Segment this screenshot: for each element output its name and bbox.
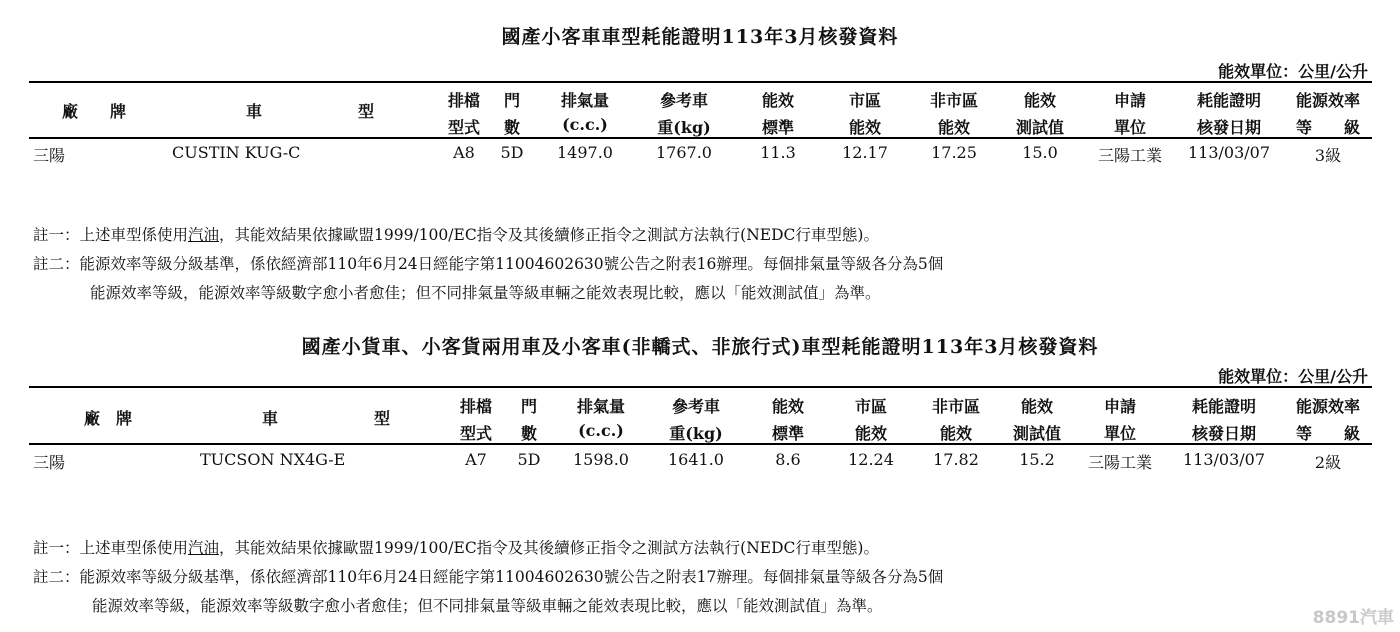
section-1-unit: 能效單位：公里/公升 xyxy=(1218,62,1368,81)
note-2-line-2: 能源效率等級，能源效率等級數字愈小者愈佳；但不同排氣量等級車輛之能效表現比較，應以「能效測試值」為準。 xyxy=(90,284,881,302)
cell-transmission: A8 xyxy=(453,143,475,162)
header-doors-2: 數 xyxy=(520,424,537,443)
header-grade-2: 等 級 xyxy=(1295,118,1360,137)
header-date-1: 耗能證明 xyxy=(1191,397,1256,416)
header-transmission-1: 排檔 xyxy=(447,91,480,110)
cell-city: 12.24 xyxy=(848,450,894,469)
header-highway-2: 能效 xyxy=(939,424,972,443)
header-weight-1: 參考車 xyxy=(671,397,720,416)
header-test-1: 能效 xyxy=(1020,397,1053,416)
header-weight-2: 重(kg) xyxy=(657,118,711,137)
header-city-1: 市區 xyxy=(854,397,887,416)
header-displacement-2: (c.c.) xyxy=(562,115,608,134)
header-city-2: 能效 xyxy=(848,118,881,137)
header-weight-2: 重(kg) xyxy=(669,424,723,443)
cell-weight: 1641.0 xyxy=(668,450,724,469)
header-displacement-1: 排氣量 xyxy=(576,397,625,416)
header-applicant-1: 申請 xyxy=(1103,397,1136,416)
header-applicant-2: 單位 xyxy=(1113,118,1146,137)
header-standard-2: 標準 xyxy=(771,424,804,443)
header-doors-1: 門 xyxy=(503,91,520,110)
header-date-2: 核發日期 xyxy=(1191,424,1256,443)
header-test-2: 測試值 xyxy=(1015,118,1064,137)
header-grade-1: 能源效率 xyxy=(1295,91,1360,110)
cell-highway: 17.25 xyxy=(931,143,977,162)
header-standard-1: 能效 xyxy=(761,91,794,110)
header-standard-2: 標準 xyxy=(761,118,794,137)
header-brand: 廠 牌 xyxy=(62,102,127,121)
cell-weight: 1767.0 xyxy=(656,143,712,162)
header-transmission-2: 型式 xyxy=(459,424,492,443)
cell-displacement: 1497.0 xyxy=(557,143,613,162)
note-1 xyxy=(33,536,879,558)
note-2-line-1: 註二：能源效率等級分級基準，係依經濟部110年6月24日經能字第11004602630號公告之附表17辦理。每個排氣量等級各分為5個 xyxy=(33,568,944,586)
header-weight-1: 參考車 xyxy=(659,91,708,110)
table-header-rule xyxy=(29,137,1372,139)
note-1-fuel: 汽油 xyxy=(188,226,220,244)
cell-applicant: 三陽工業 xyxy=(1097,146,1162,165)
header-doors-2: 數 xyxy=(503,118,520,137)
table-top-rule xyxy=(29,386,1372,388)
header-highway-2: 能效 xyxy=(937,118,970,137)
header-transmission-2: 型式 xyxy=(447,118,480,137)
table-top-rule xyxy=(29,81,1372,83)
cell-grade: 2級 xyxy=(1314,453,1342,472)
header-test-1: 能效 xyxy=(1023,91,1056,110)
cell-brand: 三陽 xyxy=(33,453,66,472)
header-displacement-1: 排氣量 xyxy=(560,91,609,110)
header-highway-1: 非市區 xyxy=(929,91,978,110)
table-header-rule xyxy=(29,443,1372,445)
cell-doors: 5D xyxy=(500,143,524,162)
cell-brand: 三陽 xyxy=(33,146,66,165)
header-applicant-2: 單位 xyxy=(1103,424,1136,443)
note-1-prefix: 註一：上述車型係使用 xyxy=(33,539,189,557)
header-date-2: 核發日期 xyxy=(1196,118,1261,137)
cell-doors: 5D xyxy=(517,450,541,469)
cell-model: TUCSON NX4G-E xyxy=(200,450,346,469)
cell-test: 15.0 xyxy=(1022,143,1058,162)
header-model: 車 型 xyxy=(262,409,391,428)
header-model: 車 型 xyxy=(246,102,375,121)
header-transmission-1: 排檔 xyxy=(459,397,492,416)
note-1 xyxy=(33,223,879,245)
header-brand: 廠 牌 xyxy=(84,409,133,428)
cell-test: 15.2 xyxy=(1019,450,1055,469)
note-1-suffix: ，其能效結果依據歐盟1999/100/EC指令及其後續修正指令之測試方法執行(NEDC行車型態)。 xyxy=(219,226,879,244)
cell-model: CUSTIN KUG-C xyxy=(172,143,301,162)
header-standard-1: 能效 xyxy=(771,397,804,416)
header-grade-1: 能源效率 xyxy=(1295,397,1360,416)
cell-grade: 3級 xyxy=(1314,146,1342,165)
header-city-2: 能效 xyxy=(854,424,887,443)
cell-date: 113/03/07 xyxy=(1187,143,1271,162)
header-grade-2: 等 級 xyxy=(1295,424,1360,443)
note-2-line-1: 註二：能源效率等級分級基準，係依經濟部110年6月24日經能字第11004602630號公告之附表16辦理。每個排氣量等級各分為5個 xyxy=(33,255,944,273)
header-displacement-2: (c.c.) xyxy=(578,421,624,440)
header-test-2: 測試值 xyxy=(1012,424,1061,443)
cell-standard: 8.6 xyxy=(775,450,801,469)
cell-displacement: 1598.0 xyxy=(573,450,629,469)
header-highway-1: 非市區 xyxy=(931,397,980,416)
section-1-title: 國產小客車車型耗能證明113年3月核發資料 xyxy=(501,26,899,48)
cell-transmission: A7 xyxy=(465,450,487,469)
header-applicant-1: 申請 xyxy=(1113,91,1146,110)
cell-date: 113/03/07 xyxy=(1182,450,1266,469)
header-date-1: 耗能證明 xyxy=(1196,91,1261,110)
cell-highway: 17.82 xyxy=(933,450,979,469)
note-1-suffix: ，其能效結果依據歐盟1999/100/EC指令及其後續修正指令之測試方法執行(NEDC行車型態)。 xyxy=(219,539,879,557)
section-2-title: 國產小貨車、小客貨兩用車及小客車(非轎式、非旅行式)車型耗能證明113年3月核發資料 xyxy=(301,336,1099,358)
note-1-prefix: 註一：上述車型係使用 xyxy=(33,226,189,244)
header-city-1: 市區 xyxy=(848,91,881,110)
cell-standard: 11.3 xyxy=(760,143,796,162)
cell-city: 12.17 xyxy=(842,143,888,162)
watermark-logo: 8891汽車 xyxy=(1312,608,1394,628)
note-2-line-2: 能源效率等級，能源效率等級數字愈小者愈佳；但不同排氣量等級車輛之能效表現比較，應以「能效測試值」為準。 xyxy=(92,597,883,615)
header-doors-1: 門 xyxy=(520,397,537,416)
section-2-unit: 能效單位：公里/公升 xyxy=(1218,367,1368,386)
cell-applicant: 三陽工業 xyxy=(1087,453,1152,472)
note-1-fuel: 汽油 xyxy=(188,539,220,557)
